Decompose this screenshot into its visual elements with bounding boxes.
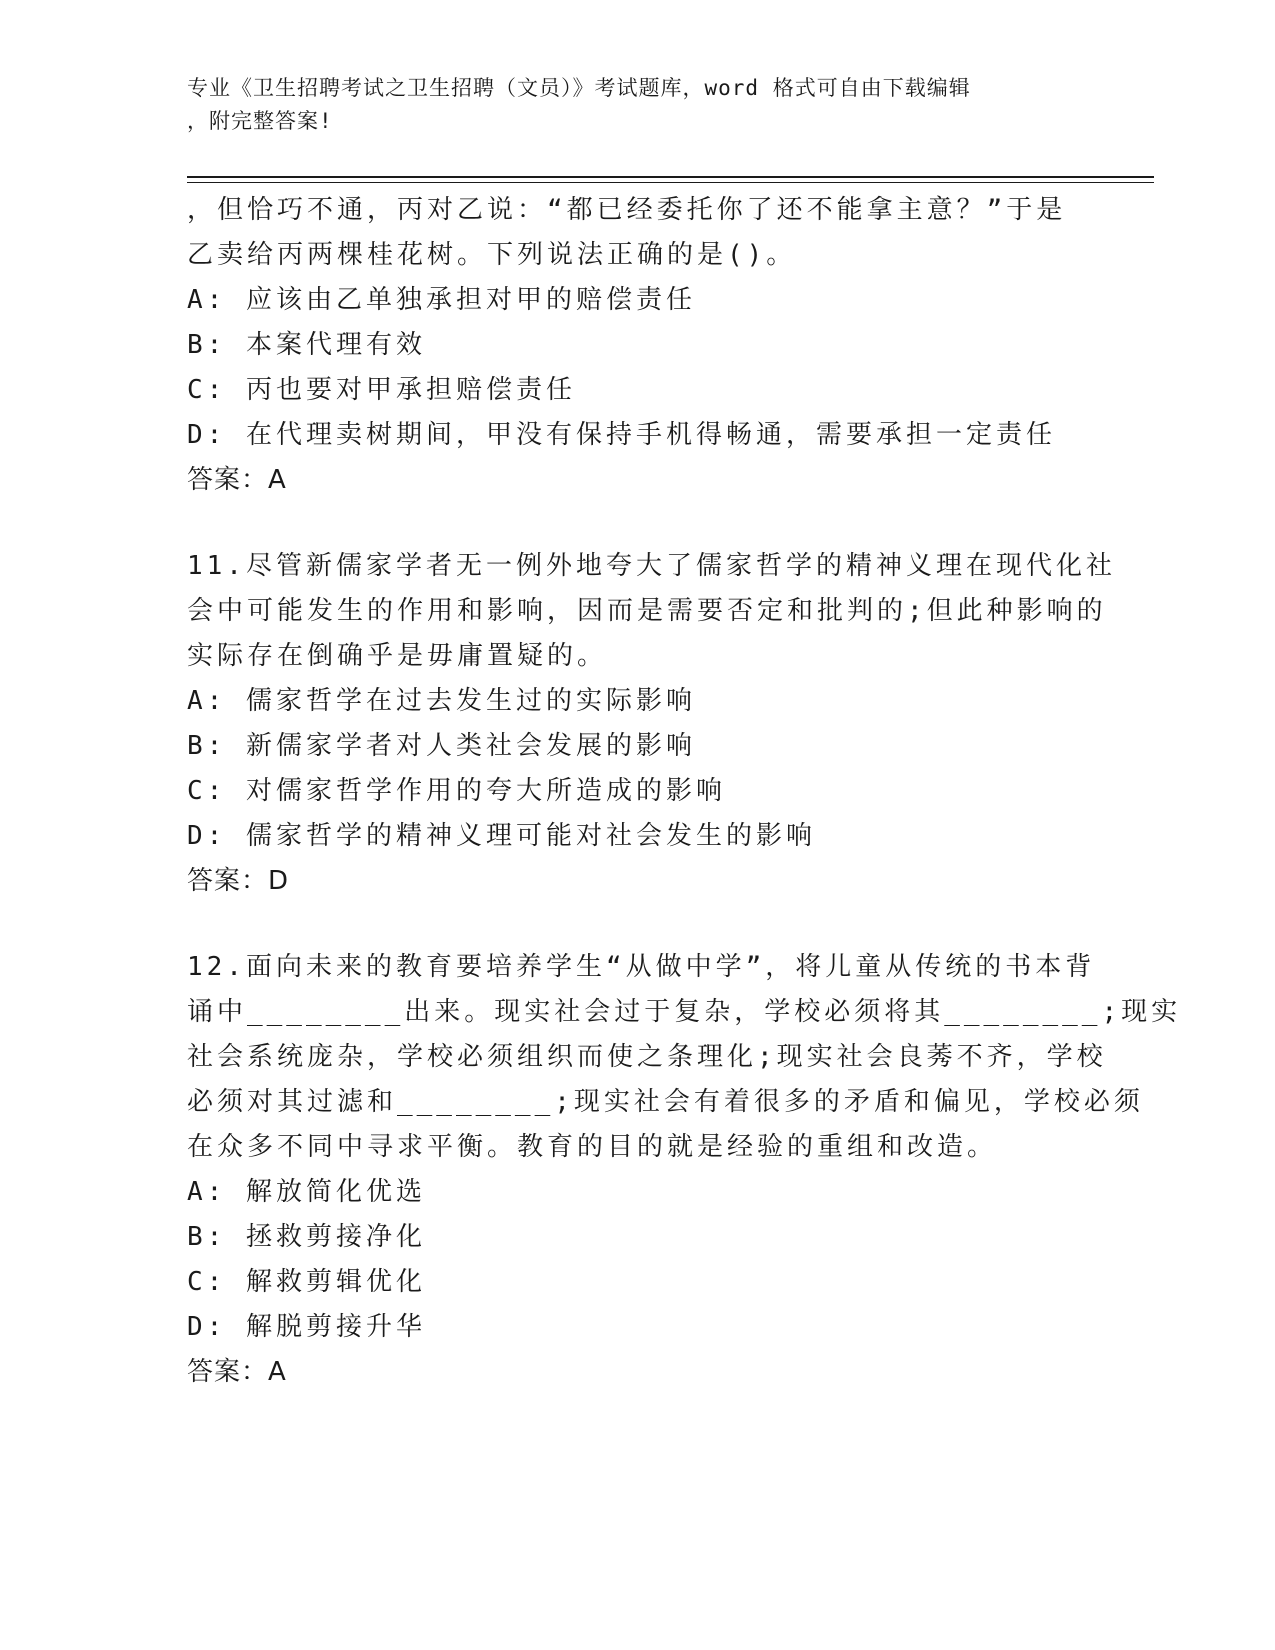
option-c: C: 对儒家哲学作用的夸大所造成的影响 bbox=[187, 776, 726, 806]
answer: 答案：D bbox=[187, 866, 290, 896]
header-rule-thick bbox=[187, 176, 1154, 178]
question-stem-line: 实际存在倒确乎是毋庸置疑的。 bbox=[187, 641, 608, 671]
answer: 答案：A bbox=[187, 465, 287, 495]
option-d: D: 在代理卖树期间，甲没有保持手机得畅通，需要承担一定责任 bbox=[187, 420, 1056, 450]
option-c: C: 解救剪辑优化 bbox=[187, 1267, 426, 1297]
question-stem-line: 11.尽管新儒家学者无一例外地夸大了儒家哲学的精神义理在现代化社 bbox=[187, 551, 1116, 581]
question-12 bbox=[187, 945, 1182, 1395]
question-list bbox=[187, 188, 1182, 1395]
option-d: D: 儒家哲学的精神义理可能对社会发生的影响 bbox=[187, 821, 816, 851]
question-stem-line: 必须对其过滤和________;现实社会有着很多的矛盾和偏见，学校必须 bbox=[187, 1087, 1144, 1117]
question-stem-line: 12.面向未来的教育要培养学生“从做中学”，将儿童从传统的书本背 bbox=[187, 952, 1096, 982]
option-b: B: 拯救剪接净化 bbox=[187, 1222, 426, 1252]
header-line-1: 专业《卫生招聘考试之卫生招聘（文员）》考试题库，word 格式可自由下载编辑 bbox=[187, 76, 971, 100]
question-stem-line: 乙卖给丙两棵桂花树。下列说法正确的是()。 bbox=[187, 240, 797, 270]
option-b: B: 本案代理有效 bbox=[187, 330, 426, 360]
option-a: A: 应该由乙单独承担对甲的赔偿责任 bbox=[187, 285, 696, 315]
header-rule-thin bbox=[187, 182, 1154, 183]
option-d: D: 解脱剪接升华 bbox=[187, 1312, 426, 1342]
question-stem-line: 在众多不同中寻求平衡。教育的目的就是经验的重组和改造。 bbox=[187, 1132, 998, 1162]
document-header bbox=[187, 72, 1067, 138]
option-a: A: 儒家哲学在过去发生过的实际影响 bbox=[187, 686, 696, 716]
question-stem-line: 社会系统庞杂，学校必须组织而使之条理化;现实社会良莠不齐，学校 bbox=[187, 1042, 1107, 1072]
option-a: A: 解放简化优选 bbox=[187, 1177, 426, 1207]
question-stem-line: ，但恰巧不通，丙对乙说：“都已经委托你了还不能拿主意？”于是 bbox=[187, 195, 1067, 225]
question-11 bbox=[187, 544, 1116, 904]
option-c: C: 丙也要对甲承担赔偿责任 bbox=[187, 375, 576, 405]
option-b: B: 新儒家学者对人类社会发展的影响 bbox=[187, 731, 696, 761]
question-10 bbox=[187, 188, 1087, 503]
answer: 答案：A bbox=[187, 1357, 287, 1387]
question-stem-line: 会中可能发生的作用和影响，因而是需要否定和批判的;但此种影响的 bbox=[187, 596, 1107, 626]
header-line-2: ，附完整答案! bbox=[187, 109, 333, 133]
question-stem-line: 诵中________出来。现实社会过于复杂，学校必须将其________;现实 bbox=[187, 997, 1182, 1027]
